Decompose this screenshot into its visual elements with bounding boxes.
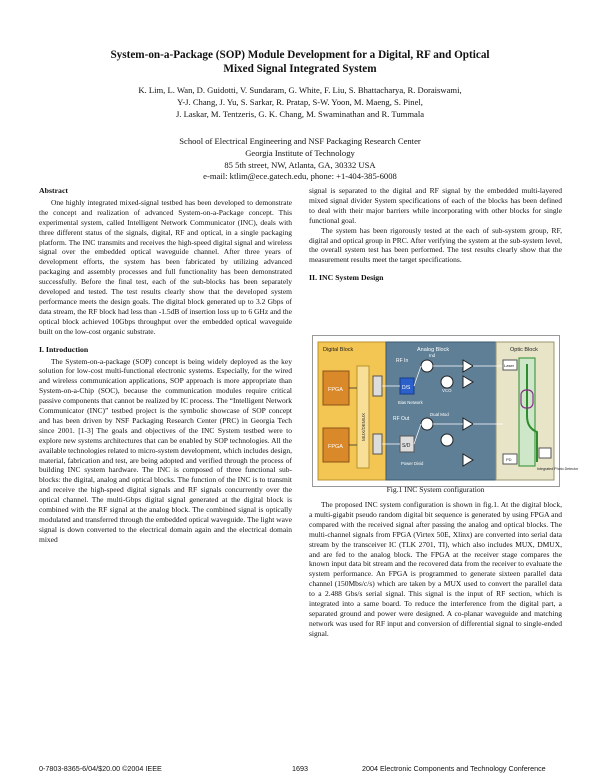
title-line: Mixed Signal Integrated System <box>223 63 377 75</box>
vco-label: VCO <box>442 388 452 393</box>
author-line: Y-J. Chang, J. Yu, S. Sarkar, R. Pratap, S-W. Yoon, M. Maeng, S. Pinel, <box>177 97 423 108</box>
digital-block-label: Digital Block <box>323 347 354 353</box>
fpga-top-label: FPGA <box>328 387 343 393</box>
figure-caption: Fig.1 INC System configuration <box>386 485 485 494</box>
abstract-heading: Abstract <box>39 186 69 195</box>
right-column-bottom <box>309 500 562 639</box>
footer-conference: 2004 Electronic Components and Technology Conference <box>362 764 546 773</box>
affiliation <box>60 136 540 183</box>
author-line: J. Laskar, M. Tentzeris, G. K. Chang, M. Swaminathan and R. Tummala <box>175 109 425 120</box>
pd-label: PD <box>506 457 512 462</box>
fpga-bottom-label: FPGA <box>328 444 343 450</box>
title-line: System-on-a-Package (SOP) Module Development for a Digital, RF and Optical <box>110 49 490 61</box>
body-paragraph: signal is separated to the digital and RF signal by the embedded multi-layered mixed signal divider System specifications of each of the blocks has been defined to deal with their major barriers while incorporating with other blocks for single functional goal. <box>309 186 562 225</box>
paper-title <box>60 48 540 76</box>
mixer-bottom <box>421 418 433 430</box>
abstract-text: One highly integrated mixed-signal testbed has been developed to demonstrate the concept and realization of advanced System-on-a-Package concept. This experimental system, called Intelligent Network Communicator (INC), deals with three different status of the signals, digital, RF and optical, in a single packaging platform. The INC transmits and receives the high-speed digital signal and wireless signal over the embedded optical waveguide channel. After three years of development efforts, the system has been fabricated by utilizing advanced packaging and assembly processes and full functionality has been demonstrated successfully. Before the final test, each of the sub-blocks has been separately developed and tested. The test results clearly show that the developed system performance meets the design goals. The digital block generated up to 3.2 Gbps of data stream, the RF block had less than -1.5dB of insertion loss up to 6 GHz and the optical block achieved 10Gbps throughput over the embedded optical waveguide built on the low-cost organic substrate. <box>39 197 292 336</box>
mixer-top <box>421 360 433 372</box>
rf-out-label: RF Out <box>393 416 410 422</box>
analog-block-label: Analog Block <box>417 347 450 353</box>
mux-demux-label: MUX/DEMUX <box>361 412 366 441</box>
footer-page-number: 1693 <box>292 764 308 773</box>
detector-label: Integrated Photo Detector <box>537 467 579 471</box>
author-list <box>60 84 540 121</box>
author-line: K. Lim, L. Wan, D. Guidotti, V. Sundaram, G. White, F. Liu, S. Bhattacharya, R. Doraiswami, <box>138 85 462 95</box>
left-column <box>39 186 292 545</box>
system-diagram <box>313 336 579 486</box>
body-paragraph: The proposed INC system configuration is shown in fig.1. At the digital block, a multi-gigabit pseudo random digital bit sequence is generated by using FPGA and compared with the received signal after passing the analog and optical blocks. The multi-channel signals from FPGA (Virtex 50E, Xlinx) are converted into serial data stream by the transceiver IC (TLK 2701, TI), which also includes MUX, DMUX, and are fed to the analog block. The FPGA at the receiver stage compares the known input data bit stream and the recovered data from the receiver to evaluate the system performance. An FPGA is programmed to generate sixteen parallel data channel (150Mbs/c/s) which are taken by a MUX used to convert the parallel data to a 2.488 Gbs/s serial signal. This signal is the input of RF section, which is integrated into a same board. To reduce the interference from the digital part, a separated ground and power were designed. A co-planar waveguide and matching network was used for RF input and conversion of differential signal to single-ended signal. <box>309 500 562 638</box>
intro-heading: I. Introduction <box>39 344 89 354</box>
sd-label: S/D <box>402 443 411 449</box>
power-divider-label: Power Divid <box>401 461 424 466</box>
optic-block-label: Optic Block <box>510 347 538 353</box>
serializer-box <box>373 376 382 396</box>
vco-top <box>441 376 453 388</box>
ds-label: D/S <box>402 385 411 391</box>
rf-in-label: RF In <box>396 358 409 364</box>
section-heading: II. INC System Design <box>309 273 384 283</box>
vco-bottom <box>441 434 453 446</box>
laser-label: Laser <box>504 363 515 368</box>
dual-mod-label: Dual Mod <box>430 412 449 417</box>
detector-box <box>539 448 551 458</box>
affiliation-line: e-mail: ktlim@ece.gatech.edu, phone: +1-404-385-6008 <box>203 171 397 182</box>
deserializer-box <box>373 434 382 454</box>
intro-text: The System-on-a-package (SOP) concept is being widely deployed as the key solution for low-cost multi-functional electronic systems. Especially, for the wired and wireless communication applications, SOP approach is more appropriate than System-on-a-Chip (SOC), because the communication modules require critical passive components that cannot be realized by IC process. The “Intelligent Network Communicator (INC)” testbed project is the symbolic showcase of SOP concept and has been driven by NSF Packaging Research Center (PRC) in Georgia Tech since 2001. [1-3] The goals and objectives of the INC System testbed were to explore new systems architectures that can be enabled by SOP technologies. All the available technologies related to micro-system development, which includes design, material, fabrication and test, are being adopted and verified through the process of building INC system hardware. The INC is composed of three functional sub-blocks: the digital, analog and optical blocks. The function of the INC is to transmit and receive the high-speed digital signals and RF signals concurrently over the optical channel. The multi-Gbps digital signal generated at the digital block is combined with the RF signal at the analog block. The combined signal is optically modulated and transferred through the embedded optical waveguide. The light wave signal is down converted to the electrical domain again and the electrical domain mixed <box>39 356 292 544</box>
right-column <box>309 186 562 285</box>
footer-copyright: 0-7803-8365-6/04/$20.00 ©2004 IEEE <box>39 764 162 773</box>
affiliation-line: 85 5th street, NW, Atlanta, GA, 30332 USA <box>224 159 376 170</box>
affiliation-line: School of Electrical Engineering and NSF Packaging Research Center <box>179 136 421 146</box>
bias-network-label: Bias Network <box>398 400 423 405</box>
ind-label: Ind <box>429 353 436 358</box>
figure-inc-system <box>312 335 579 487</box>
affiliation-line: Georgia Institute of Technology <box>245 147 355 158</box>
body-paragraph: The system has been rigorously tested at the each of sub-system group, RF, digital and optical group in PRC. After verifying the system at the sub-system level, the overall system test has been performed. The test results clearly show that the measurement results meet the target specifications. <box>309 225 562 265</box>
